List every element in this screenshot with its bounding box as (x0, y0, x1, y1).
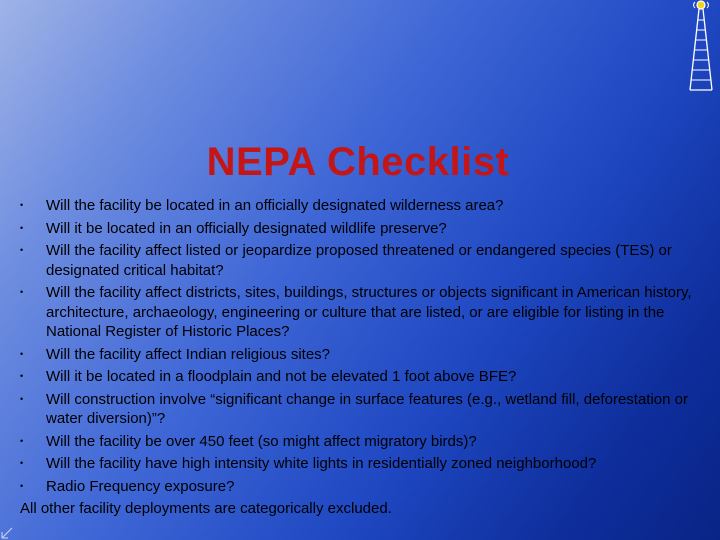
bullet-icon: • (20, 245, 24, 255)
bullet-icon: • (20, 348, 24, 359)
checklist-item-text: Will the facility affect districts, sites, buildings, structures or objects significant in American history, architecture, archaeology, engineering or culture that are listed, or are eligible for listing in the National Register of Historic Places? (46, 284, 692, 340)
checklist-item-text: Will the facility have high intensity white lights in residentially zoned neighborhood? (46, 455, 597, 472)
checklist-item (20, 219, 700, 239)
bullet-icon: • (20, 458, 24, 468)
checklist-item-text: Radio Frequency exposure? (46, 477, 235, 495)
bullet-icon: • (20, 371, 24, 381)
checklist-item (20, 432, 700, 452)
checklist-item-text: Will it be located in an officially designated wildlife preserve? (46, 219, 447, 237)
bullet-icon: • (20, 480, 24, 491)
checklist-item-text: Will the facility affect Indian religious sites? (46, 345, 331, 363)
checklist-item (20, 283, 700, 342)
checklist-item (20, 196, 700, 216)
bullet-icon: • (20, 393, 24, 404)
bullet-icon: • (20, 287, 24, 297)
checklist-item-text: Will the facility be over 450 feet (so might affect migratory birds)? (46, 432, 477, 450)
checklist-item (20, 345, 700, 365)
checklist-item-text: Will the facility be located in an officially designated wilderness area? (46, 197, 504, 214)
checklist-body (20, 196, 700, 519)
slide-title: NEPA Checklist (206, 140, 510, 184)
checklist-item (20, 454, 700, 474)
checklist-item (20, 477, 700, 497)
bullet-icon: • (20, 222, 24, 233)
checklist-item (20, 367, 700, 387)
bullet-icon: • (20, 435, 24, 446)
checklist-item-text: Will construction involve “significant change in surface features (e.g., wetland fill, deforestation or water diversion)”? (46, 390, 688, 427)
checklist-item-text: Will the facility affect listed or jeopardize proposed threatened or endangered species (TES) or designated critical habitat? (46, 242, 672, 279)
radio-tower-icon (686, 0, 716, 92)
corner-arrow-icon (0, 518, 22, 540)
footer-note: All other facility deployments are categorically excluded. (20, 500, 392, 517)
checklist-item-text: Will it be located in a floodplain and not be elevated 1 foot above BFE? (46, 368, 517, 385)
checklist (20, 196, 700, 496)
bullet-icon: • (20, 200, 24, 210)
checklist-item (20, 390, 700, 429)
checklist-item (20, 241, 700, 280)
